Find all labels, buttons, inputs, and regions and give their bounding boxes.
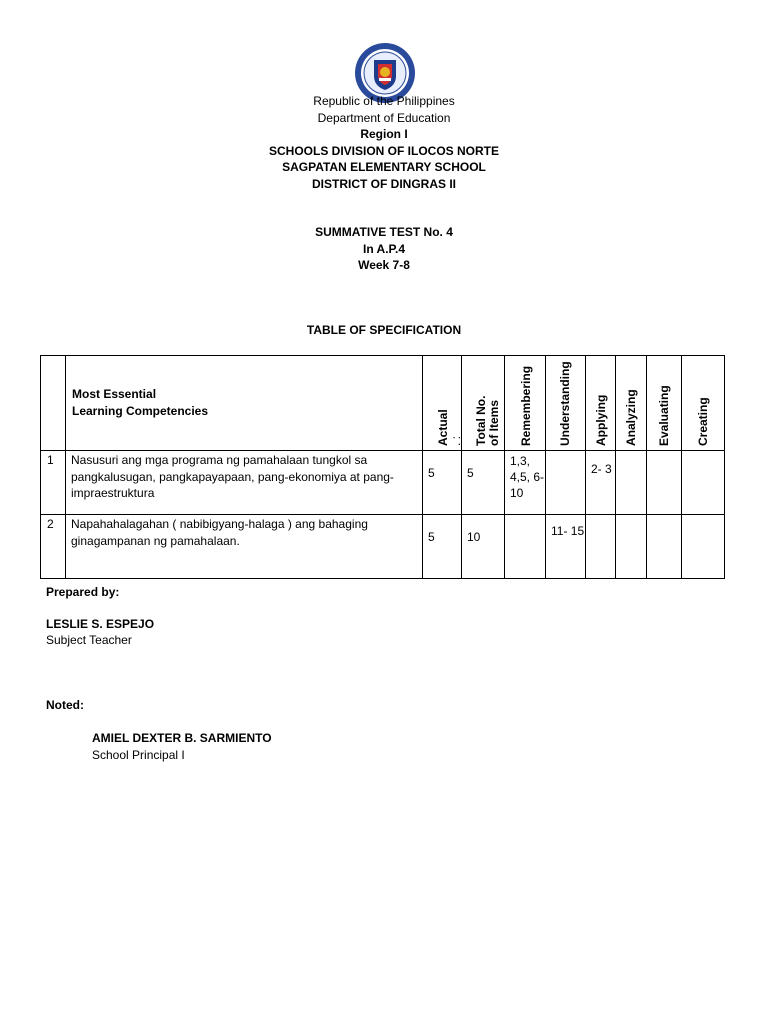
understanding-value: 11- 15 bbox=[546, 515, 586, 579]
total-items-header-cell bbox=[462, 356, 505, 451]
tos-title: TABLE OF SPECIFICATION bbox=[306, 323, 462, 337]
applying-header-cell bbox=[586, 356, 616, 451]
tos-table bbox=[40, 355, 725, 579]
analyzing-value bbox=[616, 515, 647, 579]
remembering-header: Remembering bbox=[519, 365, 533, 446]
preparer-role: Subject Teacher bbox=[46, 633, 132, 647]
analyzing-header-cell bbox=[616, 356, 647, 451]
remembering-value: 1,3, 4,5, 6-10 bbox=[505, 451, 546, 515]
total-items-value: 10 bbox=[462, 515, 505, 579]
school-header bbox=[0, 93, 768, 192]
noted-label: Noted: bbox=[46, 698, 84, 712]
evaluating-value bbox=[647, 515, 682, 579]
row-number: 1 bbox=[41, 451, 66, 515]
row-number: 2 bbox=[41, 515, 66, 579]
test-week: Week 7-8 bbox=[358, 258, 410, 272]
understanding-header-cell bbox=[546, 356, 586, 451]
remembering-value bbox=[505, 515, 546, 579]
preparer-name: LESLIE S. ESPEJO bbox=[46, 617, 155, 631]
applying-value: 2- 3 bbox=[586, 451, 616, 515]
evaluating-header-cell bbox=[647, 356, 682, 451]
understanding-value bbox=[546, 451, 586, 515]
mec-header-line1: Most Essential bbox=[72, 387, 157, 401]
evaluating-header: Evaluating bbox=[657, 385, 671, 446]
applying-value bbox=[586, 515, 616, 579]
header-line: Region I bbox=[360, 127, 408, 141]
table-row bbox=[41, 515, 725, 579]
header-line: SAGPATAN ELEMENTARY SCHOOL bbox=[282, 160, 486, 174]
prepared-by-label: Prepared by: bbox=[46, 585, 120, 599]
noter-role: School Principal I bbox=[92, 748, 185, 762]
total-items-header: Total No. of Items bbox=[474, 395, 501, 446]
competency-header-cell bbox=[66, 356, 423, 451]
test-subject: In A.P.4 bbox=[362, 241, 406, 256]
test-title-block bbox=[0, 224, 768, 274]
actual-value: 5 bbox=[423, 515, 462, 579]
header-line: Department of Education bbox=[317, 110, 451, 125]
actual-header: Actual . : bbox=[436, 409, 463, 446]
mec-header-line2: Learning Competencies bbox=[72, 404, 209, 418]
competency-text: Napahahalagahan ( nabibigyang-halaga ) ang bahaging ginagampanan ng pamahalaan. bbox=[66, 515, 423, 579]
applying-header: Applying bbox=[594, 394, 608, 446]
noter-name: AMIEL DEXTER B. SARMIENTO bbox=[92, 731, 272, 745]
creating-value bbox=[682, 515, 725, 579]
understanding-header: Understanding bbox=[558, 361, 572, 446]
analyzing-header: Analyzing bbox=[624, 389, 638, 446]
evaluating-value bbox=[647, 451, 682, 515]
header-line: DISTRICT OF DINGRAS II bbox=[312, 176, 456, 191]
num-header-cell bbox=[41, 356, 66, 451]
remembering-header-cell bbox=[505, 356, 546, 451]
analyzing-value bbox=[616, 451, 647, 515]
test-title: SUMMATIVE TEST No. 4 bbox=[315, 225, 453, 239]
actual-header-cell bbox=[423, 356, 462, 451]
creating-header: Creating bbox=[696, 397, 710, 446]
creating-value bbox=[682, 451, 725, 515]
table-row bbox=[41, 451, 725, 515]
header-line: Republic of the Philippines bbox=[313, 94, 455, 108]
header-line: SCHOOLS DIVISION OF ILOCOS NORTE bbox=[268, 143, 499, 158]
creating-header-cell bbox=[682, 356, 725, 451]
total-items-value: 5 bbox=[462, 451, 505, 515]
table-header-row bbox=[41, 356, 725, 451]
actual-value: 5 bbox=[423, 451, 462, 515]
competency-text: Nasusuri ang mga programa ng pamahalaan tungkol sa pangkalusugan, pangkapayapaan, pang-ekonomiya at pang-impraestruktura bbox=[66, 451, 423, 515]
